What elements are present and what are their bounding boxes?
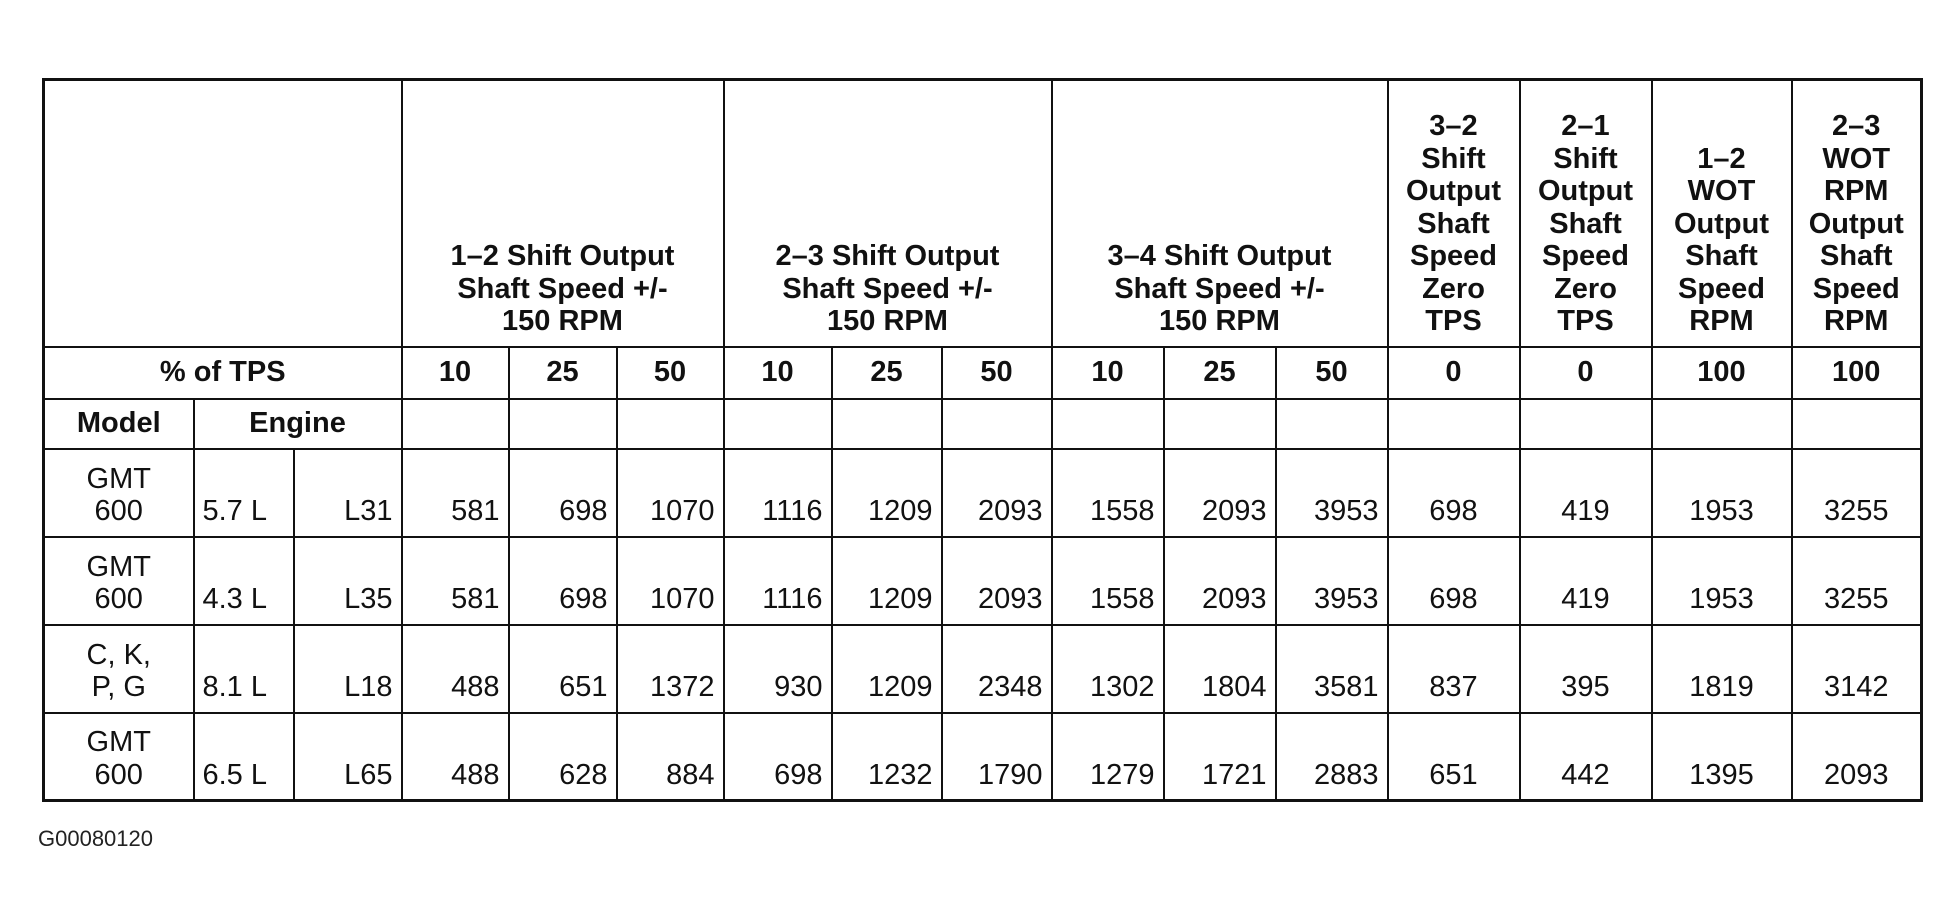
speed-cell: 698: [509, 537, 617, 625]
header-wot-12: 1–2 WOT Output Shaft Speed RPM: [1652, 80, 1792, 347]
table-row: [44, 713, 1922, 801]
speed-cell: 3142: [1792, 625, 1922, 713]
speed-cell: 3255: [1792, 537, 1922, 625]
tps-value: 25: [1164, 347, 1276, 399]
speed-cell: 1819: [1652, 625, 1792, 713]
tps-value: 25: [832, 347, 942, 399]
speed-cell: 442: [1520, 713, 1652, 801]
speed-cell: 930: [724, 625, 832, 713]
model-cell: GMT 600: [44, 449, 194, 537]
engine-code-cell: L35: [294, 537, 402, 625]
header-blank-cell: [44, 80, 402, 347]
speed-cell: 1070: [617, 537, 724, 625]
speed-cell: 1232: [832, 713, 942, 801]
header-shift-23: 2–3 Shift Output Shaft Speed +/- 150 RPM: [724, 80, 1052, 347]
speed-cell: 419: [1520, 537, 1652, 625]
speed-cell: 698: [724, 713, 832, 801]
speed-cell: 1790: [942, 713, 1052, 801]
speed-cell: 1372: [617, 625, 724, 713]
model-engine-row: [44, 399, 1922, 449]
tps-value: 10: [1052, 347, 1164, 399]
speed-cell: 3953: [1276, 537, 1388, 625]
empty-cell: [509, 399, 617, 449]
header-shift-34: 3–4 Shift Output Shaft Speed +/- 150 RPM: [1052, 80, 1388, 347]
model-cell: C, K, P, G: [44, 625, 194, 713]
empty-cell: [1276, 399, 1388, 449]
tps-value: 100: [1652, 347, 1792, 399]
model-cell: GMT 600: [44, 537, 194, 625]
speed-cell: 488: [402, 713, 509, 801]
speed-cell: 1558: [1052, 449, 1164, 537]
empty-cell: [1164, 399, 1276, 449]
speed-cell: 628: [509, 713, 617, 801]
speed-cell: 698: [1388, 449, 1520, 537]
speed-cell: 419: [1520, 449, 1652, 537]
speed-cell: 1953: [1652, 449, 1792, 537]
engine-size-cell: 6.5 L: [194, 713, 294, 801]
speed-cell: 837: [1388, 625, 1520, 713]
engine-label: Engine: [194, 399, 402, 449]
speed-cell: 2883: [1276, 713, 1388, 801]
header-shift-12: 1–2 Shift Output Shaft Speed +/- 150 RPM: [402, 80, 724, 347]
tps-value: 25: [509, 347, 617, 399]
speed-cell: 1302: [1052, 625, 1164, 713]
empty-cell: [832, 399, 942, 449]
header-shift-32: 3–2 Shift Output Shaft Speed Zero TPS: [1388, 80, 1520, 347]
empty-cell: [1792, 399, 1922, 449]
table-row: [44, 625, 1922, 713]
speed-cell: 1279: [1052, 713, 1164, 801]
table-row: [44, 537, 1922, 625]
empty-cell: [724, 399, 832, 449]
tps-value: 50: [1276, 347, 1388, 399]
header-shift-21: 2–1 Shift Output Shaft Speed Zero TPS: [1520, 80, 1652, 347]
empty-cell: [1052, 399, 1164, 449]
table-row: [44, 449, 1922, 537]
engine-code-cell: L65: [294, 713, 402, 801]
tps-value: 50: [942, 347, 1052, 399]
tps-row: [44, 347, 1922, 399]
speed-cell: 651: [509, 625, 617, 713]
speed-cell: 581: [402, 449, 509, 537]
empty-cell: [942, 399, 1052, 449]
empty-cell: [402, 399, 509, 449]
speed-cell: 2348: [942, 625, 1052, 713]
speed-cell: 1209: [832, 537, 942, 625]
speed-cell: 488: [402, 625, 509, 713]
tps-value: 50: [617, 347, 724, 399]
tps-value: 0: [1520, 347, 1652, 399]
tps-value: 10: [724, 347, 832, 399]
tps-label: % of TPS: [44, 347, 402, 399]
engine-code-cell: L18: [294, 625, 402, 713]
speed-cell: 884: [617, 713, 724, 801]
engine-code-cell: L31: [294, 449, 402, 537]
tps-value: 0: [1388, 347, 1520, 399]
speed-cell: 3255: [1792, 449, 1922, 537]
tps-value: 10: [402, 347, 509, 399]
speed-cell: 581: [402, 537, 509, 625]
speed-cell: 2093: [1164, 449, 1276, 537]
speed-cell: 2093: [942, 537, 1052, 625]
speed-cell: 2093: [1164, 537, 1276, 625]
speed-cell: 1953: [1652, 537, 1792, 625]
shift-speed-table: [42, 78, 1923, 802]
engine-size-cell: 8.1 L: [194, 625, 294, 713]
tps-value: 100: [1792, 347, 1922, 399]
speed-cell: 1209: [832, 449, 942, 537]
speed-cell: 1804: [1164, 625, 1276, 713]
figure-id-caption: G00080120: [38, 826, 153, 851]
speed-cell: 1558: [1052, 537, 1164, 625]
speed-cell: 2093: [942, 449, 1052, 537]
speed-cell: 395: [1520, 625, 1652, 713]
speed-cell: 1116: [724, 537, 832, 625]
header-wot-23: 2–3 WOT RPM Output Shaft Speed RPM: [1792, 80, 1922, 347]
speed-cell: 1070: [617, 449, 724, 537]
model-cell: GMT 600: [44, 713, 194, 801]
speed-cell: 3581: [1276, 625, 1388, 713]
speed-cell: 698: [509, 449, 617, 537]
header-row: [44, 80, 1922, 347]
speed-cell: 1721: [1164, 713, 1276, 801]
speed-cell: 1116: [724, 449, 832, 537]
engine-size-cell: 5.7 L: [194, 449, 294, 537]
empty-cell: [617, 399, 724, 449]
speed-cell: 651: [1388, 713, 1520, 801]
speed-cell: 2093: [1792, 713, 1922, 801]
speed-cell: 1209: [832, 625, 942, 713]
empty-cell: [1520, 399, 1652, 449]
speed-cell: 1395: [1652, 713, 1792, 801]
speed-cell: 698: [1388, 537, 1520, 625]
empty-cell: [1652, 399, 1792, 449]
speed-cell: 3953: [1276, 449, 1388, 537]
engine-size-cell: 4.3 L: [194, 537, 294, 625]
model-label: Model: [44, 399, 194, 449]
empty-cell: [1388, 399, 1520, 449]
